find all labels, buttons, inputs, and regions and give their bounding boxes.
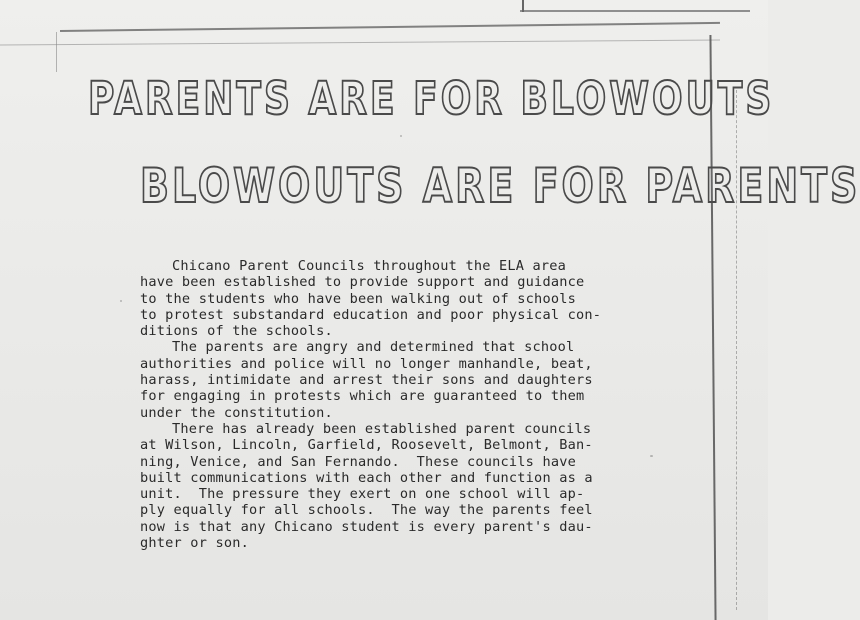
text-line: have been established to provide support and guidance [140, 274, 585, 291]
paragraph-1 [140, 258, 660, 339]
paper-edge-line [520, 10, 750, 12]
text-line: built communications with each other and function as a [140, 469, 593, 486]
paper-edge-line [60, 22, 720, 32]
headline-blowouts-are-for-parents: BLOWOUTS ARE FOR PARENTS [140, 158, 860, 213]
text-line: under the constitution. [140, 404, 333, 421]
paper-speck [400, 135, 402, 137]
text-line: to protest substandard education and poor physical con- [140, 306, 602, 323]
paper-edge-line [0, 39, 720, 45]
text-line: unit. The pressure they exert on one school will ap- [140, 486, 585, 503]
paper-speck [120, 300, 122, 302]
text-line: authorities and police will no longer manhandle, beat, [140, 355, 593, 372]
text-line: Chicano Parent Councils throughout the ELA area [172, 258, 567, 274]
text-line: There has already been established parent councils [172, 420, 592, 437]
article-body [140, 258, 660, 551]
paragraph-3 [140, 421, 660, 551]
text-line: ply equally for all schools. The way the parents feel [140, 502, 593, 519]
text-line: harass, intimidate and arrest their sons and daughters [140, 372, 593, 389]
paragraph-2 [140, 339, 660, 420]
text-line: The parents are angry and determined that school [172, 339, 575, 356]
text-line: for engaging in protests which are guaranteed to them [140, 388, 585, 405]
text-line: ghter or son. [140, 535, 249, 552]
text-line: ditions of the schools. [140, 323, 333, 340]
paper-edge-tick [522, 0, 524, 12]
headline-parents-are-for-blowouts: PARENTS ARE FOR BLOWOUTS [88, 74, 775, 126]
paper-edge-line [56, 32, 57, 72]
text-line: ning, Venice, and San Fernando. These councils have [140, 453, 576, 470]
text-line: to the students who have been walking out of schools [140, 290, 576, 307]
text-line: now is that any Chicano student is every parent's dau- [140, 518, 593, 535]
text-line: at Wilson, Lincoln, Garfield, Roosevelt, Belmont, Ban- [140, 437, 593, 454]
